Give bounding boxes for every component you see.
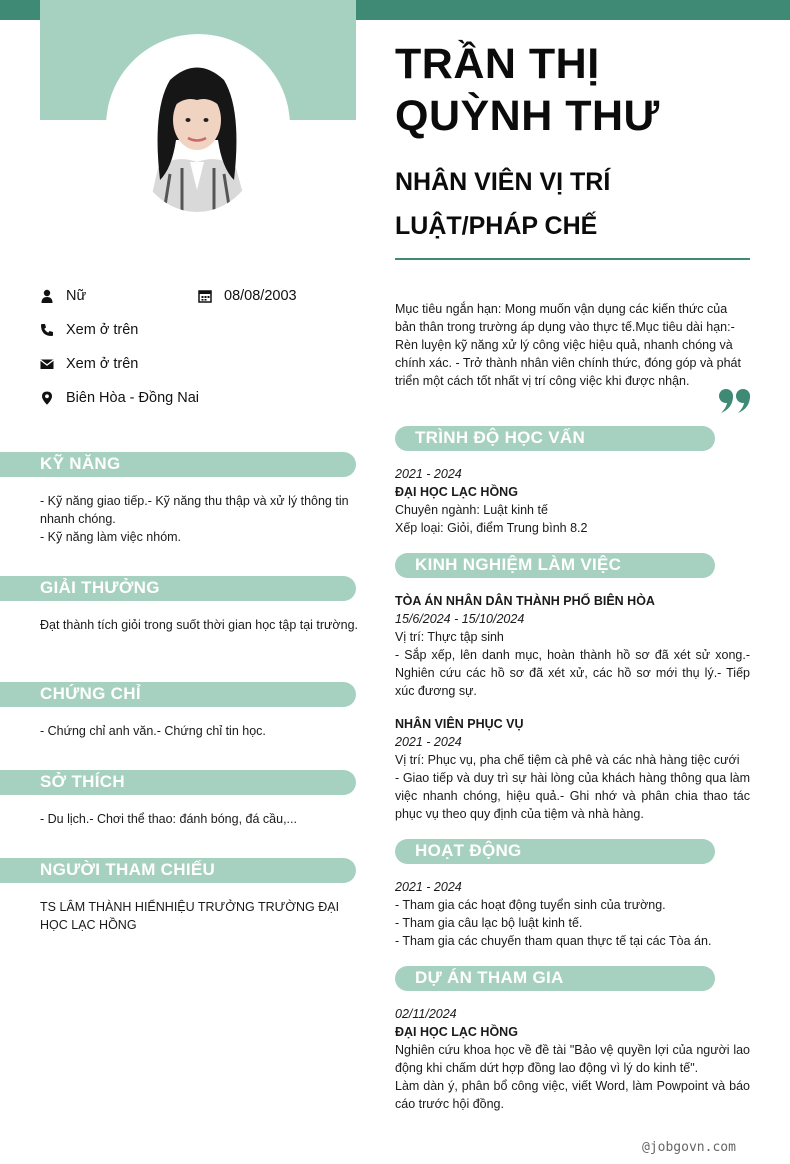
certificates-header <box>0 682 356 707</box>
education-grade: Xếp loại: Giỏi, điểm Trung bình 8.2 <box>395 521 588 535</box>
activities-period: 2021 - 2024 <box>395 880 462 894</box>
career-objective: Mục tiêu ngắn hạn: Mong muốn vận dụng các kiến thức của bản thân trong trường áp dụng vào thực tế.Mục tiêu dài hạn:- Rèn luyện kỹ năng xử lý công việc hiệu quả, nhanh chóng và chính xác. - Trở thành nhân viên chính thức, đóng góp và phát triển một cách tốt nhất vị trí công việc khi được nhận. <box>395 302 741 388</box>
education-header <box>395 426 715 451</box>
activity-item: - Tham gia các chuyến tham quan thực tế tại các Tòa án. <box>395 934 712 948</box>
job-description: - Giao tiếp và duy trì sự hài lòng của khách hàng thông qua làm việc nhanh chóng, hiệu quả.- Ghi nhớ và phân chia thao tác phục vụ theo quy định của tiệm và nhà hàng. <box>395 771 750 821</box>
experience-entry <box>395 715 750 823</box>
activities-header <box>395 839 715 864</box>
job-period: 15/6/2024 - 15/10/2024 <box>395 612 525 626</box>
calendar-icon <box>198 289 212 303</box>
education-title: TRÌNH ĐỘ HỌC VẤN <box>415 428 586 447</box>
skills-content <box>40 492 358 546</box>
activity-item: - Tham gia các hoạt động tuyển sinh của trường. <box>395 898 666 912</box>
experience-title: KINH NGHIỆM LÀM VIỆC <box>415 555 622 574</box>
skills-line-2: - Kỹ năng làm việc nhóm. <box>40 530 182 544</box>
awards-title: GIẢI THƯỞNG <box>40 578 160 597</box>
certificates-title: CHỨNG CHỈ <box>40 684 141 703</box>
awards-header <box>0 576 356 601</box>
skills-header <box>0 452 356 477</box>
activities-entry <box>395 878 750 950</box>
quote-icon <box>718 388 752 414</box>
education-entry <box>395 465 750 537</box>
header-divider <box>395 258 750 260</box>
education-school: ĐẠI HỌC LẠC HỒNG <box>395 485 518 499</box>
education-major: Chuyên ngành: Luật kinh tế <box>395 503 548 517</box>
address-info <box>40 390 199 406</box>
phone-value: Xem ở trên <box>66 322 139 338</box>
skills-title: KỸ NĂNG <box>40 454 121 473</box>
phone-info <box>40 322 138 338</box>
job-company: NHÂN VIÊN PHỤC VỤ <box>395 717 524 731</box>
experience-header <box>395 553 715 578</box>
experience-entry <box>395 592 750 700</box>
job-description: - Sắp xếp, lên danh mục, hoàn thành hồ sơ đã xét sử xong.- Nghiên cứu các hồ sơ đã xét xử, các hồ sơ mới thụ lý.- Tiếp xúc đương sự. <box>395 648 750 698</box>
certificates-content: - Chứng chỉ anh văn.- Chứng chỉ tin học. <box>40 724 266 738</box>
references-content: TS LÂM THÀNH HIỂNHIỆU TRƯỞNG TRƯỜNG ĐẠI HỌC LẠC HỒNG <box>40 900 340 932</box>
project-date: 02/11/2024 <box>395 1007 457 1021</box>
projects-entry <box>395 1005 750 1113</box>
project-org: ĐẠI HỌC LẠC HỒNG <box>395 1025 518 1039</box>
address-value: Biên Hòa - Đồng Nai <box>66 390 199 406</box>
hobbies-title: SỞ THÍCH <box>40 772 125 791</box>
phone-icon <box>40 323 54 337</box>
references-header <box>0 858 356 883</box>
awards-content: Đạt thành tích giỏi trong suốt thời gian học tập tại trường. <box>40 618 358 632</box>
location-pin-icon <box>40 391 54 405</box>
job-role: Vị trí: Phục vụ, pha chế tiệm cà phê và các nhà hàng tiệc cưới <box>395 753 740 767</box>
skills-line-1: - Kỹ năng giao tiếp.- Kỹ năng thu thập và xử lý thông tin nhanh chóng. <box>40 494 349 526</box>
references-title: NGƯỜI THAM CHIẾU <box>40 860 216 879</box>
watermark-footer: @jobgovn.com <box>642 1140 736 1155</box>
project-tasks: Làm dàn ý, phân bổ công việc, viết Word, làm Powpoint và báo cáo trước hội đồng. <box>395 1079 750 1111</box>
hobbies-content: - Du lịch.- Chơi thể thao: đánh bóng, đá cầu,... <box>40 812 297 826</box>
project-description: Nghiên cứu khoa học về đề tài "Bảo vệ quyền lợi của người lao động khi chấm dứt hợp đồng lao động vì lý do kinh tế". <box>395 1043 750 1075</box>
candidate-position: NHÂN VIÊN VỊ TRÍ LUẬT/PHÁP CHẾ <box>395 168 611 240</box>
activity-item: - Tham gia câu lạc bộ luật kinh tế. <box>395 916 583 930</box>
candidate-name: TRẦN THỊ QUỲNH THƯ <box>395 40 660 140</box>
birthdate-info <box>198 288 297 304</box>
job-period: 2021 - 2024 <box>395 735 462 749</box>
email-value: Xem ở trên <box>66 356 139 372</box>
job-company: TÒA ÁN NHÂN DÂN THÀNH PHỐ BIÊN HÒA <box>395 594 655 608</box>
projects-title: DỰ ÁN THAM GIA <box>415 968 564 987</box>
birthdate-value: 08/08/2003 <box>224 288 297 304</box>
email-info <box>40 356 138 372</box>
hobbies-header <box>0 770 356 795</box>
job-role: Vị trí: Thực tập sinh <box>395 630 504 644</box>
profile-photo <box>130 50 264 212</box>
person-icon <box>40 289 54 303</box>
gender-value: Nữ <box>66 288 87 304</box>
projects-header <box>395 966 715 991</box>
activities-title: HOẠT ĐỘNG <box>415 841 522 860</box>
gender-info <box>40 288 86 304</box>
envelope-icon <box>40 357 54 371</box>
education-period: 2021 - 2024 <box>395 467 462 481</box>
